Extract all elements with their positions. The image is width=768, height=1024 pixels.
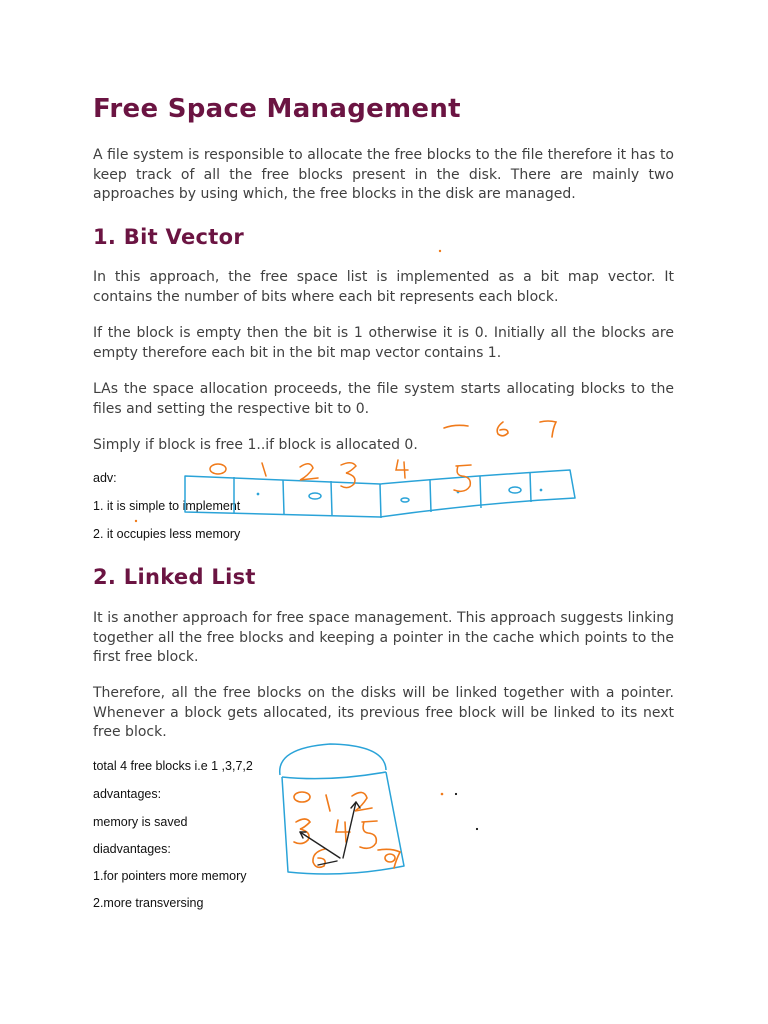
bit-vector-paragraph-2: If the block is empty then the bit is 1 otherwise it is 0. Initially all the blocks are empty therefore each bit in the bit map vector contains 1.: [93, 325, 674, 361]
ink-dot: [439, 250, 441, 252]
bit-vector-index-digits: [210, 460, 471, 491]
section-heading-linked-list: 2. Linked List: [93, 565, 256, 589]
ink-dot: [441, 793, 444, 796]
ink-dot: [476, 828, 478, 830]
bit-vector-paragraph-1: In this approach, the free space list is implemented as a bit map vector. It contains the number of bits where each bit represents each block.: [93, 269, 674, 305]
linked-list-note: advantages:: [93, 787, 162, 801]
bit-vector-note: adv:: [93, 471, 117, 485]
bit-vector-paragraph-3: LAs the space allocation proceeds, the file system starts allocating blocks to the files and setting the respective bit to 0.: [93, 381, 674, 417]
bit-vector-sketch: [185, 470, 575, 518]
linked-list-pointer-arrows: [300, 802, 360, 865]
bit-vector-paragraph-4: Simply if block is free 1..if block is allocated 0.: [93, 437, 418, 453]
bit-vector-note: 2. it occupies less memory: [93, 527, 241, 541]
intro-paragraph: A file system is responsible to allocate the free blocks to the file therefore it has to keep track of all the free blocks present in the disk. There are mainly two approaches by using which, the free blocks in the disk are managed.: [93, 147, 674, 202]
bit-vector-note: 1. it is simple to implement: [93, 499, 241, 513]
ink-dot: [135, 520, 137, 522]
linked-list-note: 1.for pointers more memory: [93, 869, 247, 883]
disk-block-digits: [294, 792, 400, 868]
linked-list-note: memory is saved: [93, 815, 188, 829]
linked-list-note: total 4 free blocks i.e 1 ,3,7,2: [93, 759, 253, 773]
linked-list-note: diadvantages:: [93, 842, 171, 856]
ink-dot: [455, 793, 457, 795]
handwritten-scribble-top: [444, 421, 556, 437]
linked-list-paragraph-2: Therefore, all the free blocks on the disks will be linked together with a pointer. Whenever a block gets allocated, its previous free block will be linked to its next free block.: [93, 685, 674, 740]
disk-cylinder-sketch: [280, 744, 404, 874]
linked-list-note: 2.more transversing: [93, 896, 204, 910]
linked-list-paragraph-1: It is another approach for free space management. This approach suggests linking together all the free blocks and keeping a pointer in the cache which points to the first free block.: [93, 610, 674, 665]
page-title: Free Space Management: [93, 94, 461, 124]
section-heading-bit-vector: 1. Bit Vector: [93, 225, 244, 249]
